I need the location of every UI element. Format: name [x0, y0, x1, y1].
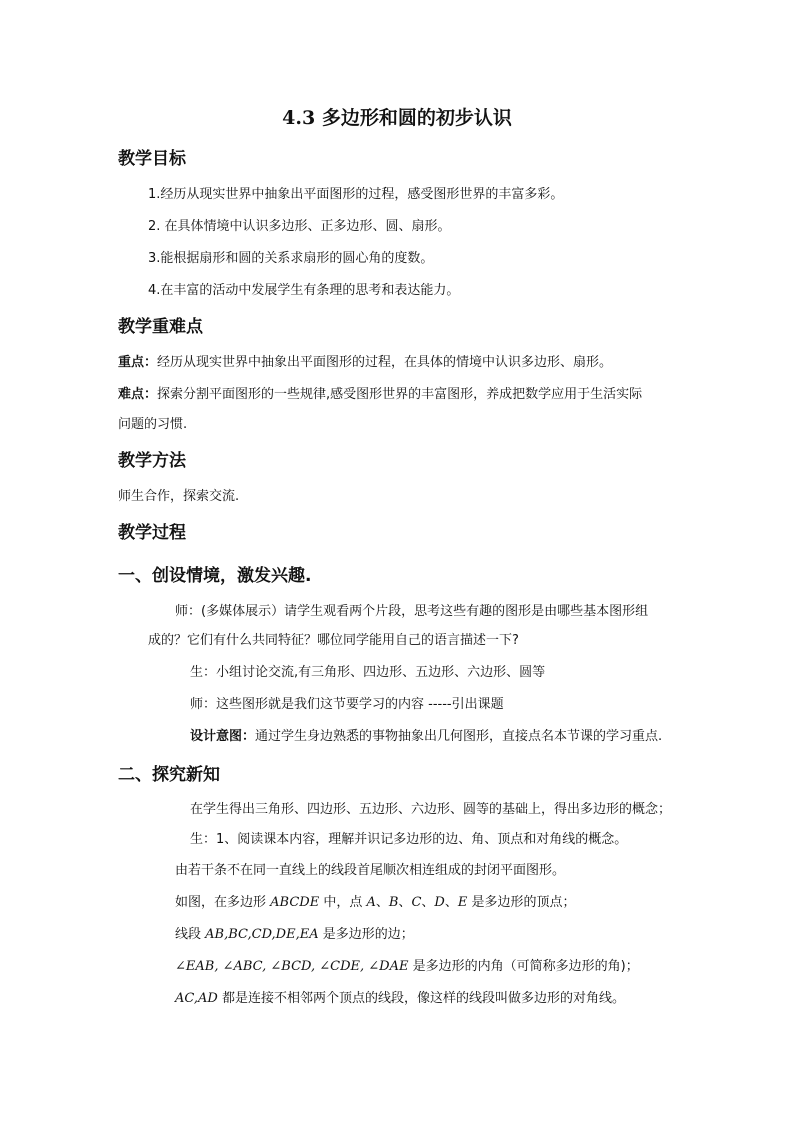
- part2-line1: 在学生得出三角形、四边形、五边形、六边形、圆等的基础上，得出多边形的概念；: [190, 802, 672, 817]
- part1-para1-line1: 师：(多媒体展示）请学生观看两个片段，思考这些有趣的图形是由哪些基本图形组: [175, 604, 649, 619]
- difficult-point-text-cont: 问题的习惯.: [118, 417, 188, 432]
- math-angles: ∠EAB, ∠ABC, ∠BCD, ∠CDE, ∠DAE: [175, 959, 409, 974]
- text-seg: 中，点: [319, 895, 367, 910]
- section-heading-keypoints: 教学重难点: [118, 317, 203, 337]
- part1-para2: 生：小组讨论交流,有三角形、四边形、五边形、六边形、圆等: [190, 665, 546, 680]
- math-vertex: D: [434, 895, 445, 910]
- key-point-label: 重点：: [118, 355, 158, 370]
- text-seg: 是多边形的边；: [318, 927, 414, 942]
- design-intent-text: 通过学生身边熟悉的事物抽象出几何图形，直接点名本节课的学习重点.: [255, 729, 663, 744]
- text-seg: 如图，在多边形: [175, 895, 271, 910]
- math-vertex: E: [457, 895, 468, 910]
- part1-para1-line2: 成的？它们有什么共同特征？哪位同学能用自己的语言描述一下?: [148, 633, 519, 648]
- math-edges: AB,BC,CD,DE,EA: [205, 927, 319, 942]
- part2-heading: 二、探究新知: [118, 765, 220, 785]
- part2-line4: [175, 894, 576, 912]
- key-point-text: 经历从现实世界中抽象出平面图形的过程，在具体的情境中认识多边形、扇形。: [157, 355, 613, 370]
- text-seg: 、: [444, 895, 458, 910]
- math-polygon-name: ABCDE: [270, 895, 320, 910]
- design-intent-label: 设计意图：: [190, 729, 256, 744]
- part2-line7: [175, 990, 625, 1008]
- text-seg: 、: [375, 895, 389, 910]
- difficult-point-label: 难点：: [118, 387, 158, 402]
- goal-item-3: 3.能根据扇形和圆的关系求扇形的圆心角的度数。: [148, 251, 434, 266]
- difficult-point-text: 探索分割平面图形的一些规律,感受图形世界的丰富图形，养成把数学应用于生活实际: [157, 387, 643, 402]
- text-seg: 线段: [175, 927, 206, 942]
- goal-item-2: 2. 在具体情境中认识多边形、正多边形、圆、扇形。: [148, 219, 451, 234]
- key-point-line: [118, 354, 612, 372]
- goal-item-1: 1.经历从现实世界中抽象出平面图形的过程，感受图形世界的丰富多彩。: [148, 187, 564, 202]
- text-seg: 、: [398, 895, 412, 910]
- method-text: 师生合作，探索交流.: [118, 489, 240, 504]
- math-vertex: A: [366, 895, 376, 910]
- math-vertex: C: [411, 895, 422, 910]
- text-seg: 是多边形的内角（可简称多边形的角)；: [408, 959, 639, 974]
- difficult-point-line: [118, 386, 642, 404]
- part1-heading: 一、创设情境，激发兴趣.: [118, 566, 312, 586]
- part1-design-intent: [190, 728, 662, 746]
- part2-line2: 生：1、阅读课本内容，理解并识记多边形的边、角、顶点和对角线的概念。: [190, 832, 628, 847]
- section-heading-method: 教学方法: [118, 451, 186, 471]
- page-title: 4.3 多边形和圆的初步认识: [282, 107, 512, 129]
- text-seg: 是多边形的顶点；: [467, 895, 576, 910]
- goal-item-4: 4.在丰富的活动中发展学生有条理的思考和表达能力。: [148, 283, 460, 298]
- section-heading-process: 教学过程: [118, 523, 186, 543]
- part1-para3: 师：这些图形就是我们这节要学习的内容 -----引出课题: [190, 697, 504, 712]
- math-diagonals: AC,AD: [175, 991, 218, 1006]
- section-heading-goals: 教学目标: [118, 149, 186, 169]
- text-seg: 、: [421, 895, 435, 910]
- part2-line5: [175, 926, 414, 944]
- part2-line6: [175, 958, 639, 976]
- math-vertex: B: [388, 895, 399, 910]
- part2-line3: 由若干条不在同一直线上的线段首尾顺次相连组成的封闭平面图形。: [175, 863, 566, 878]
- text-seg: 都是连接不相邻两个顶点的线段，像这样的线段叫做多边形的对角线。: [217, 991, 625, 1006]
